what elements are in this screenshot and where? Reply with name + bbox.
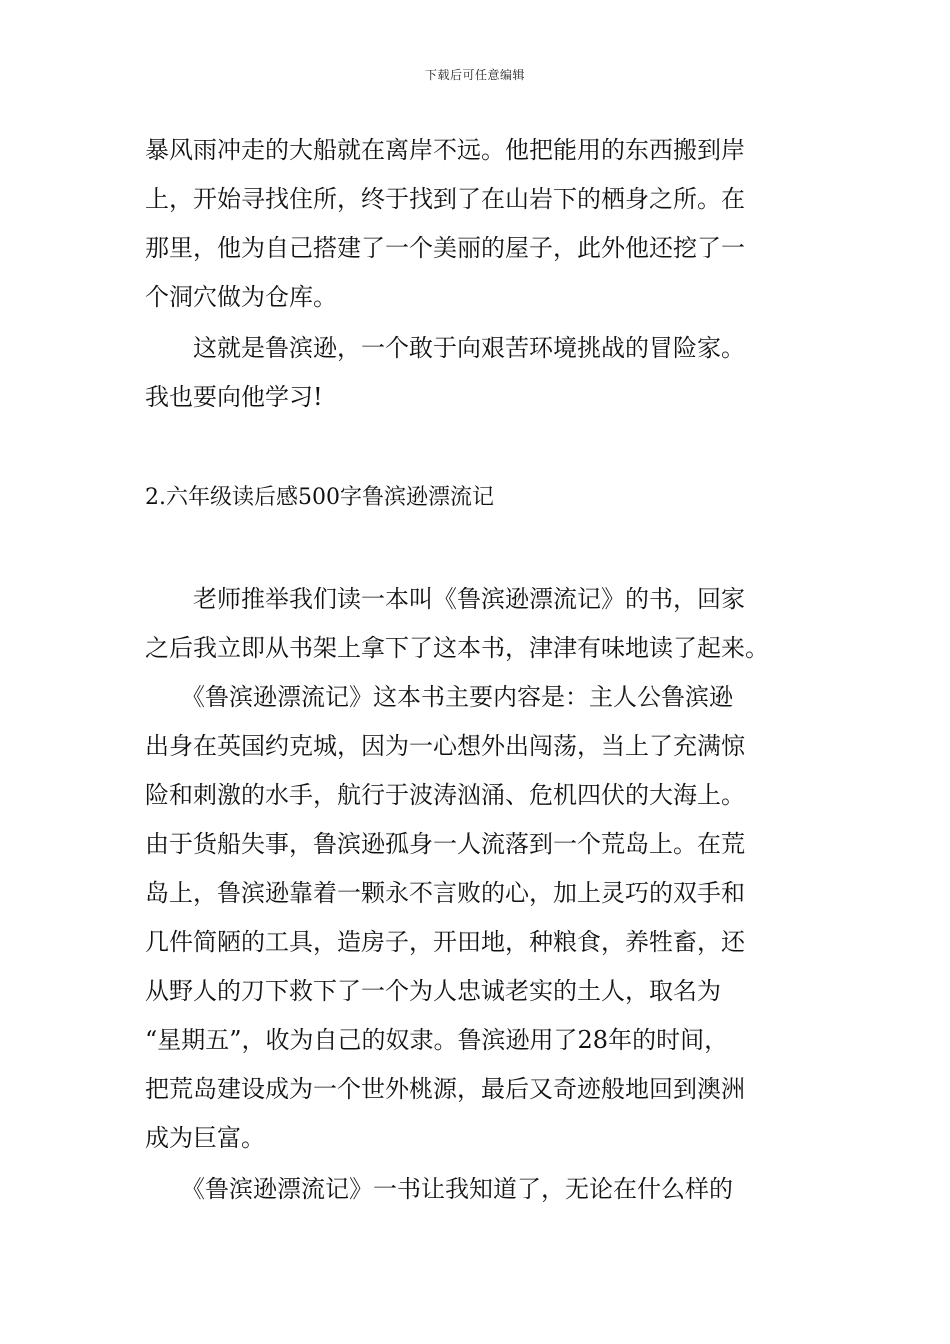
paragraph-line: 我也要向他学习! [145,383,323,411]
paragraph-line: 险和刺激的水手，航行于波涛汹涌、危机四伏的大海上。 [145,781,745,809]
paragraph-line: 从野人的刀下救下了一个为人忠诚老实的土人，取名为 [145,977,721,1005]
paragraph-line: 上，开始寻找住所，终于找到了在山岩下的栖身之所。在 [145,185,745,213]
paragraph-line: 几件简陋的工具，造房子，开田地，种粮食，养牲畜，还 [145,928,745,956]
paragraph-line: “星期五”，收为自己的奴隶。鲁滨逊用了28年的时间， [145,1026,729,1054]
paragraph-line: 暴风雨冲走的大船就在离岸不远。他把能用的东西搬到岸 [145,136,745,164]
paragraph-line: 老师推举我们读一本叫《鲁滨逊漂流记》的书，回家 [145,585,745,613]
paragraph-line: 《鲁滨逊漂流记》一书让我知道了，无论在什么样的 [145,1175,733,1203]
paragraph-line: 之后我立即从书架上拿下了这本书，津津有味地读了起来。 [145,634,769,662]
paragraph-line: 那里，他为自己搭建了一个美丽的屋子，此外他还挖了一 [145,234,745,262]
paragraph-line: 成为巨富。 [145,1124,265,1152]
paragraph-line: 由于货船失事，鲁滨逊孤身一人流落到一个荒岛上。在荒 [145,830,745,858]
paragraph-line: 个洞穴做为仓库。 [145,283,337,311]
section-heading: 2.六年级读后感500字鲁滨逊漂流记 [145,485,494,510]
paragraph-line: 出身在英国约克城，因为一心想外出闯荡，当上了充满惊 [145,732,745,760]
paragraph-line: 这就是鲁滨逊，一个敢于向艰苦环境挑战的冒险家。 [145,334,745,362]
paragraph-line: 《鲁滨逊漂流记》这本书主要内容是：主人公鲁滨逊 [145,683,733,711]
paragraph-line: 岛上，鲁滨逊靠着一颗永不言败的心，加上灵巧的双手和 [145,879,745,907]
paragraph-line: 把荒岛建设成为一个世外桃源，最后又奇迹般地回到澳洲 [145,1075,745,1103]
page-header-note: 下载后可任意编辑 [424,68,525,82]
